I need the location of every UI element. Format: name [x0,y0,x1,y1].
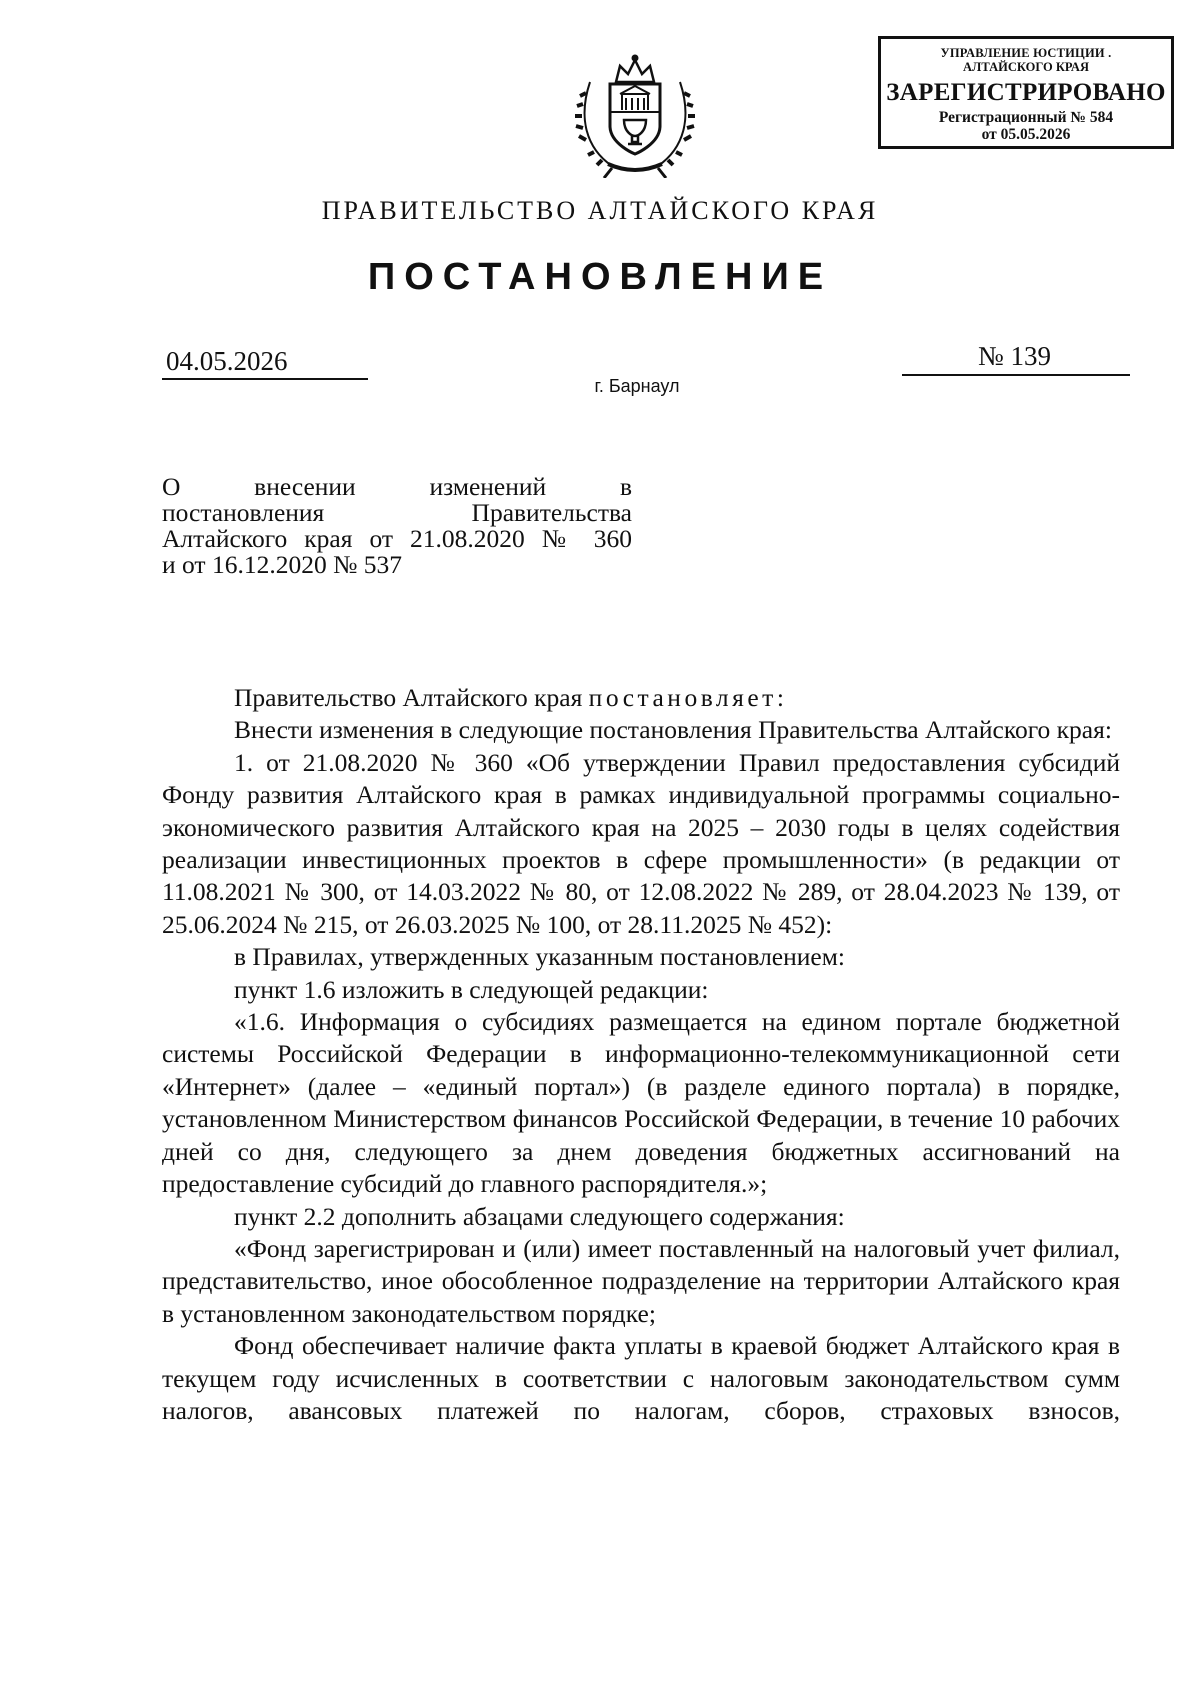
city-name: г. Барнаул [594,376,680,396]
body-paragraph: 1. от 21.08.2020 № 360 «Об утверждении Правил предоставления субсидий Фонду развития Алтайского края в рамках индивидуальной программы социально-экономического развития Алтайского края на 2025 – 2030 годы в целях содействия реализации инвестиционных проектов в сфере промышленности» (в редакции от 11.08.2021 № 300, от 14.03.2022 № 80, от 12.08.2022 № 289, от 28.04.2023 № 139, от 25.06.2024 № 215, от 26.03.2025 № 100, от 28.11.2025 № 452): [162,747,1120,939]
subject-line: постановления Правительства [162,498,632,527]
stamp-status: ЗАРЕГИСТРИРОВАНО [886,78,1166,106]
body-paragraph: пункт 2.2 дополнить абзацами следующего содержания: [234,1201,845,1231]
subject-line: Алтайского края от 21.08.2020 № 360 [162,524,632,553]
stamp-authority: УПРАВЛЕНИЕ ЮСТИЦИИ . [940,46,1112,60]
body-paragraph: пункт 1.6 изложить в следующей редакции: [234,974,709,1004]
stamp-region: АЛТАЙСКОГО КРАЯ [963,59,1089,74]
document-type: ПОСТАНОВЛЕНИЕ [367,256,833,298]
body-paragraph: «Фонд зарегистрирован и (или) имеет поставленный на налоговый учет филиал, представительство, иное обособленное подразделение на территории Алтайского края в установленном законодательством порядке; [162,1233,1120,1328]
body-paragraph: «1.6. Информация о субсидиях размещается на едином портале бюджетной системы Российской Федерации в информационно-телекоммуникационной сети «Интернет» (далее – «единый портал») (в разделе единого портала) в порядке, установленном Министерством финансов Российской Федерации, в течение 10 рабочих дней со дня, следующего за днем доведения бюджетных ассигнований на предоставление субсидий до главного распорядителя.»; [162,1007,1120,1199]
government-title: ПРАВИТЕЛЬСТВО АЛТАЙСКОГО КРАЯ [321,196,879,225]
subject-line: О внесении изменений в [162,472,632,501]
registration-stamp [878,36,1174,149]
document-number: № 139 [902,338,1130,376]
stamp-reg-number: Регистрационный № 584 [938,109,1114,126]
subject-line: и от 16.12.2020 № 537 [162,550,403,579]
intro-text: Правительство Алтайского края [234,683,589,712]
intro-colon: : [776,683,784,712]
document-body [162,682,1120,1427]
document-date: 04.05.2026 [162,344,368,380]
intro-keyword: постановляет [588,683,777,712]
body-paragraph: Фонд обеспечивает наличие факта уплаты в краевой бюджет Алтайского края в текущем году исчисленных в соответствии с налоговым законодательством сумм налогов, авансовых платежей по налогам, сборов, страховых взносов, [162,1331,1120,1425]
resolution-intro [162,682,1120,714]
document-subject [162,474,632,578]
stamp-reg-date: от 05.05.2026 [981,126,1071,144]
coat-of-arms-emblem [572,48,698,178]
body-paragraph: в Правилах, утвержденных указанным постановлением: [234,942,845,972]
body-paragraph: Внести изменения в следующие постановления Правительства Алтайского края: [234,715,1112,745]
